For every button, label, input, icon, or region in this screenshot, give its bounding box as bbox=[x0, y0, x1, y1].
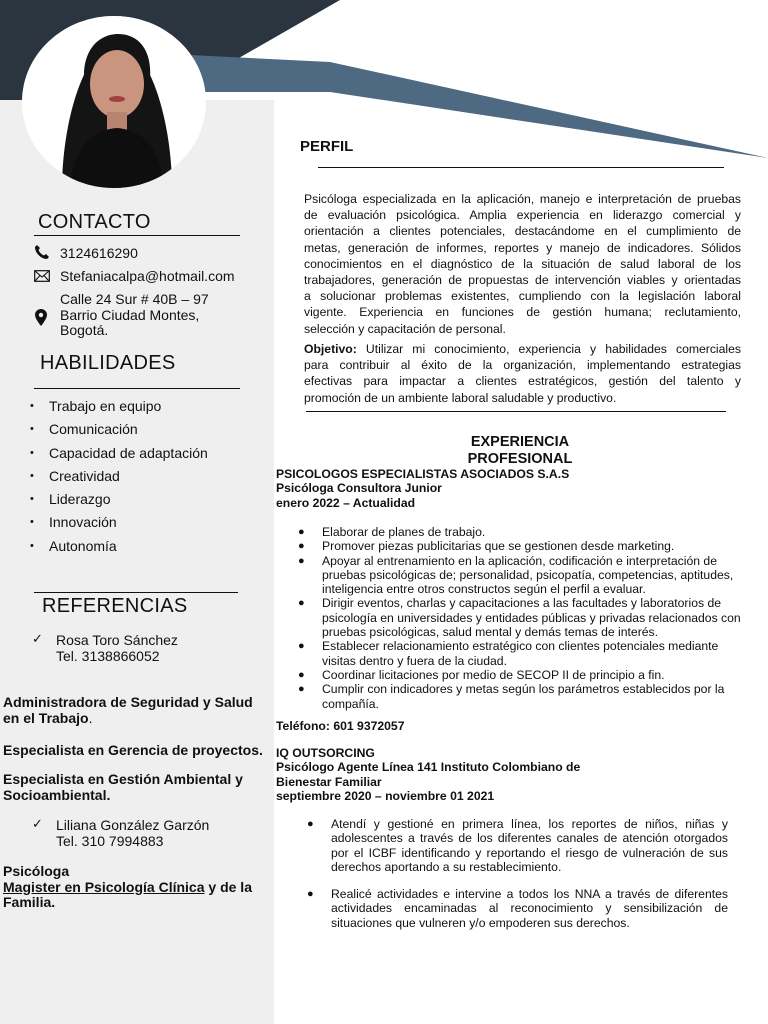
skill-item: • Creatividad bbox=[30, 466, 208, 489]
skill-item: • Innovación bbox=[30, 512, 208, 535]
check-icon: ✓ bbox=[32, 631, 43, 646]
reference-2 bbox=[56, 818, 209, 849]
duty-item: ● Atendí y gestioné en primera línea, los reportes de niños, niñas y adolescentes a través de los diferentes canales de atención otorgados por el ICBF identificando y reportando el riesgo de vulneración de sus derechos aportando a su restablecimiento. bbox=[307, 817, 728, 874]
reference-2-title bbox=[3, 864, 271, 911]
title-line: Especialista en Gestión Ambiental y bbox=[3, 771, 243, 787]
job-role: Psicóloga Consultora Junior bbox=[276, 481, 442, 496]
profile-line: Psicóloga especializada en la aplicación, manejo e interpretación de pruebas bbox=[304, 192, 741, 206]
job-1-duties bbox=[298, 525, 768, 711]
experience-title-line: PROFESIONAL bbox=[467, 451, 573, 467]
job-role: Bienestar Familiar bbox=[276, 774, 382, 789]
profile-line: vigente. Experiencia en funciones de gestión humana; reclutamiento, bbox=[304, 305, 741, 320]
duty-item: ● Coordinar licitaciones por medio de SECOP II de principio a fin. bbox=[298, 667, 665, 682]
job-role: Psicólogo Agente Línea 141 Instituto Colombiano de bbox=[276, 760, 581, 775]
contact-phone[interactable]: 3124616290 bbox=[60, 245, 138, 261]
references-title: REFERENCIAS bbox=[42, 595, 188, 617]
check-icon: ✓ bbox=[32, 816, 43, 831]
job-1-header bbox=[276, 467, 569, 510]
objective-line: para contribuir al éxito de la organización, implementando estrategias bbox=[304, 358, 741, 373]
profile-photo bbox=[22, 16, 206, 188]
profile-line: conocimientos en el diagnóstico de la situación de salud laboral de los bbox=[304, 256, 741, 271]
reference-name: Rosa Toro Sánchez bbox=[56, 632, 178, 648]
location-pin-icon bbox=[35, 309, 47, 326]
objective-label: Objetivo: bbox=[304, 342, 357, 356]
objective-line: efectivas para impactar a clientes estratégicos, gestión del talento y bbox=[304, 374, 741, 389]
reference-phone: Tel. 3138866052 bbox=[56, 647, 160, 664]
address-line: Calle 24 Sur # 40B – 97 bbox=[60, 291, 209, 307]
title-line: Familia. bbox=[3, 894, 56, 910]
profile-line: de evaluación psicológica. Amplia experiencia en liderazgo comercial y bbox=[304, 208, 741, 223]
job-2-duties bbox=[307, 817, 728, 930]
skill-item: • Capacidad de adaptación bbox=[30, 443, 208, 466]
skill-item: • Liderazgo bbox=[30, 489, 208, 512]
profile-line: metas, generación de informes, reportes y manejo de indicadores. Sólidos bbox=[304, 240, 741, 255]
duty-item: ● Establecer relacionamiento estratégico con clientes potenciales mediante visitas dentro y fuera de la ciudad. bbox=[298, 639, 719, 668]
email-icon bbox=[34, 270, 50, 282]
job-dates: enero 2022 – Actualidad bbox=[276, 495, 416, 510]
title-line: Socioambiental. bbox=[3, 786, 111, 803]
skill-item: • Comunicación bbox=[30, 419, 208, 442]
reference-1-title: Especialista en Gerencia de proyectos. bbox=[3, 742, 263, 758]
contact-address bbox=[60, 292, 209, 339]
contact-email[interactable]: Stefaniacalpa@hotmail.com bbox=[60, 268, 235, 284]
profile-title: PERFIL bbox=[300, 138, 354, 155]
duty-item: ● Realicé actividades e intervine a todos los NNA a través de diferentes actividades encaminadas al reconocimiento y sensibilización de situaciones que vulneren y/o empoderen sus derechos. bbox=[307, 887, 728, 930]
duty-item: ● Promover piezas publicitarias que se gestionen desde marketing. bbox=[298, 539, 675, 554]
experience-title bbox=[440, 434, 600, 468]
title-line: Administradora de Seguridad y Salud bbox=[3, 694, 253, 710]
skills-list bbox=[30, 396, 208, 559]
profile-text bbox=[304, 191, 741, 337]
job-1-phone: Teléfono: 601 9372057 bbox=[276, 719, 405, 733]
degree-text: y de la bbox=[204, 878, 252, 895]
profile-line: orientación a clientes potenciales, destacándome en el cumplimiento de bbox=[304, 224, 741, 239]
address-line: Bogotá. bbox=[60, 322, 109, 338]
reference-name: Liliana González Garzón bbox=[56, 817, 210, 833]
profile-line: selección y capacitación de personal. bbox=[304, 321, 506, 336]
title-line bbox=[3, 880, 271, 896]
contact-title: CONTACTO bbox=[38, 211, 151, 233]
objective-line-text: Utilizar mi conocimiento, experiencia y habilidades comerciales bbox=[356, 342, 741, 356]
objective-text bbox=[304, 341, 741, 406]
profile-rule bbox=[318, 167, 724, 168]
objective-rule bbox=[306, 411, 726, 412]
title-line: Psicóloga bbox=[3, 863, 70, 879]
job-company: PSICOLOGOS ESPECIALISTAS ASOCIADOS S.A.S bbox=[276, 467, 570, 481]
title-text: en el Trabajo bbox=[3, 709, 89, 726]
objective-line: promoción de un ambiente laboral saludable y productivo. bbox=[304, 390, 617, 405]
skills-rule bbox=[34, 388, 240, 389]
title-line: en el Trabajo. bbox=[3, 709, 93, 726]
duty-item: ● Elaborar de planes de trabajo. bbox=[298, 525, 486, 539]
experience-title-line: EXPERIENCIA bbox=[470, 434, 570, 450]
duty-item: ● Dirigir eventos, charlas y capacitaciones a las facultades y laboratorios de psicología en universidades y entidades públicas y privadas relacionados con pruebas psicológicas, salud mental y demás temas de interés. bbox=[298, 596, 741, 640]
job-company: IQ OUTSORCING bbox=[276, 746, 375, 760]
objective-line bbox=[304, 341, 741, 357]
reference-1-title bbox=[3, 695, 271, 726]
duty-item: ● Cumplir con indicadores y metas según los parámetros establecidos por la compañía. bbox=[298, 682, 725, 711]
reference-1-title bbox=[3, 772, 271, 803]
job-dates: septiembre 2020 – noviembre 01 2021 bbox=[276, 788, 495, 803]
phone-icon bbox=[34, 244, 50, 260]
profile-line: a solucionar problemas existentes, cumpliendo con la legislación laboral bbox=[304, 289, 741, 304]
job-2-header bbox=[276, 746, 580, 803]
skill-item: • Trabajo en equipo bbox=[30, 396, 208, 419]
reference-phone: Tel. 310 7994883 bbox=[56, 832, 164, 849]
skills-title: HABILIDADES bbox=[40, 352, 176, 374]
reference-1 bbox=[56, 633, 178, 664]
profile-line: trabajadores, generación de propuestas de intervención viables y orientadas bbox=[304, 273, 741, 288]
duty-item: ● Apoyar al entrenamiento en la aplicación, codificación e interpretación de pruebas psicológicas de; personalidad, psicopatía, competencias, aptitudes, inteligencia entre otros constructos según el perfil a evaluar. bbox=[298, 553, 734, 597]
contact-rule bbox=[34, 235, 240, 236]
skill-item: • Autonomía bbox=[30, 536, 208, 559]
references-rule bbox=[34, 592, 238, 593]
address-line: Barrio Ciudad Montes, bbox=[60, 306, 200, 323]
degree-text: Magister en Psicología Clínica bbox=[3, 878, 205, 895]
